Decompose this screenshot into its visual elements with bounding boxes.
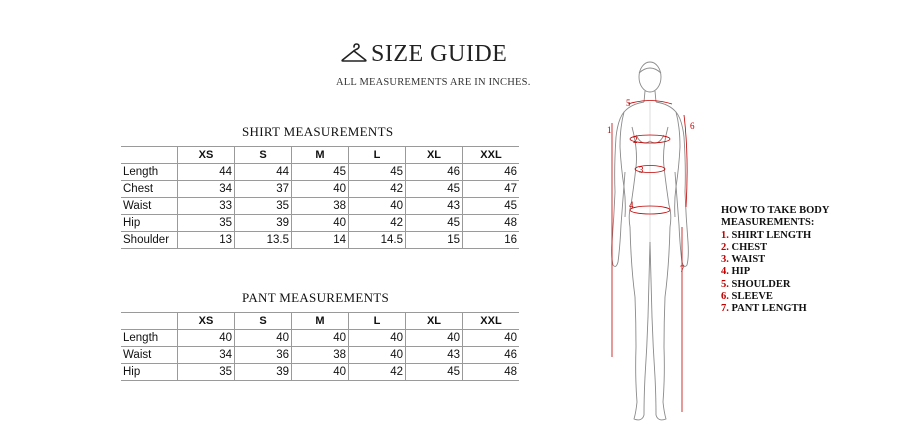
shirt-header-row: [121, 147, 519, 164]
marker-2: 2: [633, 135, 638, 145]
row-label: Length: [121, 164, 178, 181]
cell: 39: [235, 364, 292, 381]
row-label: Hip: [121, 364, 178, 381]
cell: 35: [178, 215, 235, 232]
cell: 39: [235, 215, 292, 232]
row-label: Chest: [121, 181, 178, 198]
cell: 40: [292, 181, 349, 198]
cell: 40: [292, 364, 349, 381]
cell: 40: [235, 330, 292, 347]
table-row: [121, 232, 519, 249]
list-item: [721, 230, 841, 242]
cell: 45: [463, 198, 520, 215]
cell: 36: [235, 347, 292, 364]
item-number: 4.: [721, 266, 729, 278]
howto-title: HOW TO TAKE BODY MEASUREMENTS:: [721, 205, 830, 229]
cell: 40: [463, 330, 520, 347]
cell: 45: [349, 164, 406, 181]
item-text: SHOULDER: [731, 278, 791, 290]
list-item: [721, 291, 841, 303]
pant-header-row: [121, 313, 519, 330]
marker-3: 3: [639, 165, 644, 175]
cell: 40: [349, 198, 406, 215]
cell: 44: [235, 164, 292, 181]
header-cell: S: [235, 313, 292, 330]
shirt-table: [121, 146, 519, 249]
cell: 48: [463, 364, 520, 381]
header-cell: L: [349, 147, 406, 164]
header-cell: M: [292, 313, 349, 330]
header-cell: XL: [406, 147, 463, 164]
cell: 42: [349, 215, 406, 232]
cell: 40: [349, 347, 406, 364]
row-label: Hip: [121, 215, 178, 232]
header-cell: [121, 313, 178, 330]
howto-panel: [721, 205, 841, 316]
cell: 16: [463, 232, 520, 249]
item-text: CHEST: [731, 241, 768, 253]
row-label: Waist: [121, 347, 178, 364]
header-cell: XL: [406, 313, 463, 330]
pant-table: [121, 312, 519, 381]
page-title: SIZE GUIDE: [371, 40, 508, 67]
cell: 46: [463, 347, 520, 364]
table-row: [121, 164, 519, 181]
list-item: [721, 279, 841, 291]
cell: 45: [406, 181, 463, 198]
cell: 46: [463, 164, 520, 181]
page-subtitle: ALL MEASUREMENTS ARE IN INCHES.: [336, 77, 531, 88]
cell: 15: [406, 232, 463, 249]
cell: 46: [406, 164, 463, 181]
list-item: [721, 242, 841, 254]
cell: 48: [463, 215, 520, 232]
item-number: 5.: [721, 278, 729, 290]
marker-1: 1: [607, 125, 612, 135]
cell: 45: [292, 164, 349, 181]
cell: 38: [292, 347, 349, 364]
header-cell: XXL: [463, 313, 520, 330]
item-number: 6.: [721, 291, 729, 303]
header-cell: [121, 147, 178, 164]
cell: 40: [406, 330, 463, 347]
marker-7: 7: [680, 264, 685, 274]
title-block: [341, 40, 507, 68]
cell: 13.5: [235, 232, 292, 249]
marker-4: 4: [629, 200, 634, 210]
item-number: 7.: [721, 303, 729, 315]
cell: 37: [235, 181, 292, 198]
cell: 40: [349, 330, 406, 347]
body-figure: [598, 57, 700, 432]
cell: 33: [178, 198, 235, 215]
cell: 35: [178, 364, 235, 381]
header-cell: S: [235, 147, 292, 164]
cell: 43: [406, 198, 463, 215]
header-cell: XS: [178, 147, 235, 164]
cell: 34: [178, 181, 235, 198]
item-text: WAIST: [731, 254, 766, 266]
item-number: 2.: [721, 241, 729, 253]
item-number: 3.: [721, 254, 729, 266]
row-label: Waist: [121, 198, 178, 215]
cell: 40: [292, 330, 349, 347]
cell: 43: [406, 347, 463, 364]
marker-5: 5: [626, 98, 631, 108]
cell: 45: [406, 215, 463, 232]
cell: 47: [463, 181, 520, 198]
cell: 44: [178, 164, 235, 181]
list-item: [721, 266, 841, 278]
item-text: SLEEVE: [731, 291, 773, 303]
pant-title: PANT MEASUREMENTS: [242, 290, 390, 305]
table-row: [121, 347, 519, 364]
cell: 42: [349, 181, 406, 198]
table-row: [121, 364, 519, 381]
header-cell: XS: [178, 313, 235, 330]
marker-6: 6: [690, 121, 695, 131]
table-row: [121, 215, 519, 232]
cell: 35: [235, 198, 292, 215]
cell: 45: [406, 364, 463, 381]
row-label: Shoulder: [121, 232, 178, 249]
list-item: [721, 254, 841, 266]
cell: 34: [178, 347, 235, 364]
cell: 42: [349, 364, 406, 381]
list-item: [721, 303, 841, 315]
shirt-title: SHIRT MEASUREMENTS: [242, 124, 394, 139]
header-cell: XXL: [463, 147, 520, 164]
table-row: [121, 330, 519, 347]
cell: 40: [178, 330, 235, 347]
item-text: PANT LENGTH: [731, 303, 807, 315]
item-number: 1.: [721, 229, 729, 241]
cell: 14: [292, 232, 349, 249]
table-row: [121, 198, 519, 215]
cell: 40: [292, 215, 349, 232]
header-cell: L: [349, 313, 406, 330]
item-text: HIP: [731, 266, 751, 278]
item-text: SHIRT LENGTH: [731, 229, 812, 241]
hanger-icon: [341, 43, 367, 65]
cell: 38: [292, 198, 349, 215]
row-label: Length: [121, 330, 178, 347]
header-cell: M: [292, 147, 349, 164]
table-row: [121, 181, 519, 198]
cell: 13: [178, 232, 235, 249]
cell: 14.5: [349, 232, 406, 249]
